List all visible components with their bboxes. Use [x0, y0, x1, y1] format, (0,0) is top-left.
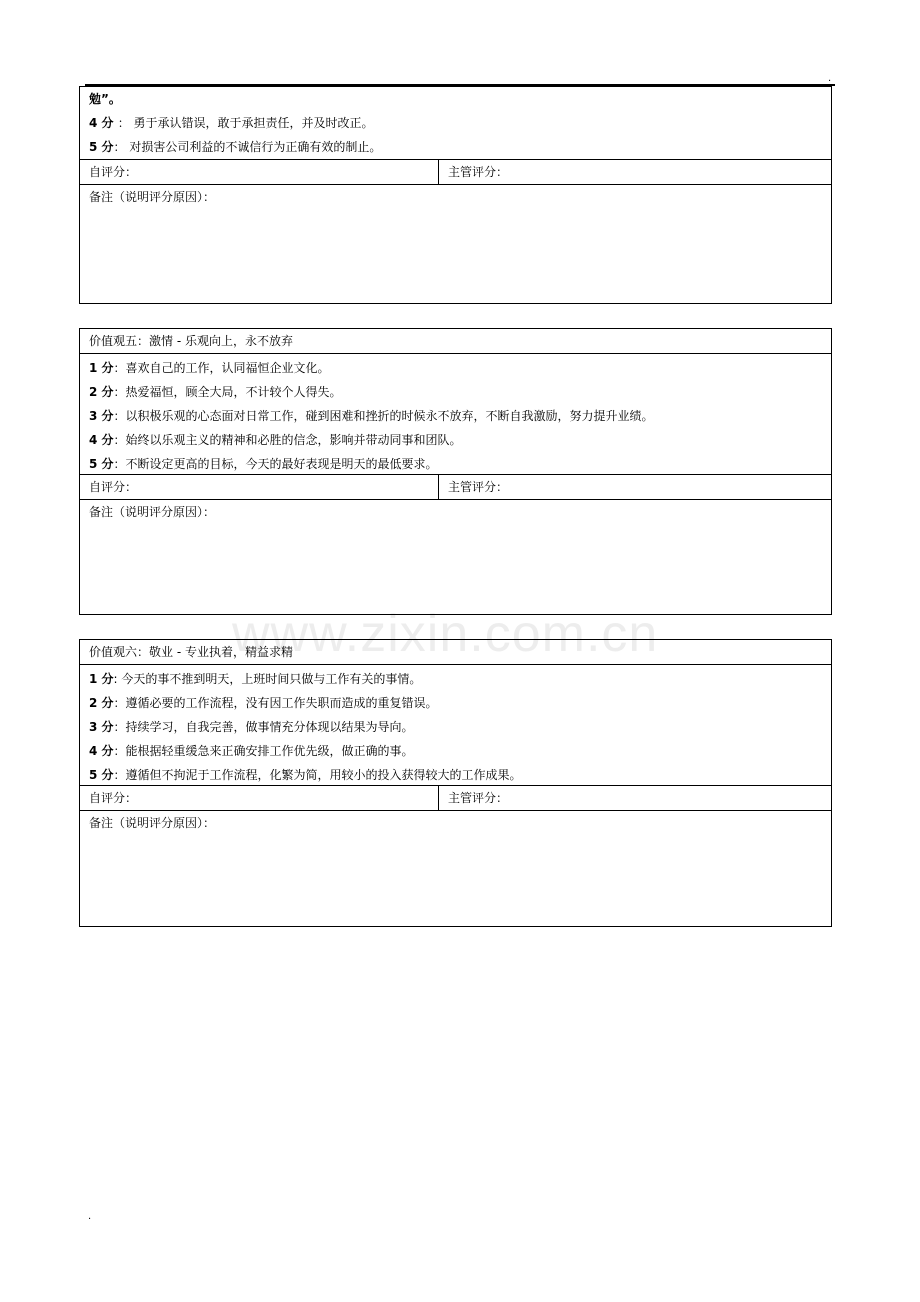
criteria-line: 4 分：能根据轻重缓急来正确安排工作优先级，做正确的事。: [89, 744, 414, 758]
criteria-line: 5 分：不断设定更高的目标，今天的最好表现是明天的最低要求。: [89, 457, 438, 471]
remarks-field[interactable]: [80, 500, 831, 614]
criteria-list: [80, 354, 831, 475]
criteria-line: 3 分：持续学习，自我完善，做事情充分体现以结果为导向。: [89, 720, 414, 734]
remarks-label: 备注（说明评分原因）：: [89, 190, 216, 204]
score-row: [80, 160, 831, 185]
criteria-line: 2 分：遵循必要的工作流程，没有因工作失职而造成的重复错误。: [89, 696, 438, 710]
self-score-field[interactable]: 自评分：: [80, 475, 439, 499]
remarks-field[interactable]: [80, 185, 831, 303]
watermark: www.zixin.com.cn: [232, 605, 659, 663]
self-score-field[interactable]: 自评分：: [80, 160, 439, 184]
criteria-line: 5 分： 对损害公司利益的不诚信行为正确有效的制止。: [89, 140, 382, 154]
criteria-line: 1 分：喜欢自己的工作，认同福恒企业文化。: [89, 361, 330, 375]
criteria-list: [80, 665, 831, 786]
score-row: [80, 786, 831, 811]
value-header: 价值观六：敬业 - 专业执着，精益求精: [80, 640, 831, 665]
value-block-dedication: [79, 639, 832, 927]
criteria-line: 4 分 ： 勇于承认错误，敢于承担责任，并及时改正。: [89, 116, 374, 130]
manager-score-field[interactable]: 主管评分：: [448, 791, 509, 805]
score-row: [80, 475, 831, 500]
remarks-label: 备注（说明评分原因）：: [89, 505, 216, 519]
criteria-line: 2 分：热爱福恒，顾全大局，不计较个人得失。: [89, 385, 342, 399]
criteria-line: 3 分：以积极乐观的心态面对日常工作，碰到困难和挫折的时候永不放弃，不断自我激励，努力提升业绩。: [89, 409, 654, 423]
value-header: 价值观五：激情 - 乐观向上，永不放弃: [80, 329, 831, 354]
criteria-line: 勉”。: [89, 92, 121, 106]
manager-score-field[interactable]: 主管评分：: [448, 165, 509, 179]
value-block-passion: [79, 328, 832, 615]
self-score-field[interactable]: 自评分：: [80, 786, 439, 810]
page-mark-bottom-left: .: [88, 1211, 92, 1222]
page-mark-top-right: .: [828, 73, 832, 84]
criteria-line: 4 分：始终以乐观主义的精神和必胜的信念，影响并带动同事和团队。: [89, 433, 462, 447]
value-block-continued: [79, 86, 832, 304]
criteria-line: 1 分: 今天的事不推到明天，上班时间只做与工作有关的事情。: [89, 672, 422, 686]
remarks-field[interactable]: [80, 811, 831, 926]
manager-score-field[interactable]: 主管评分：: [448, 480, 509, 494]
remarks-label: 备注（说明评分原因）：: [89, 816, 216, 830]
criteria-line: 5 分：遵循但不拘泥于工作流程，化繁为简，用较小的投入获得较大的工作成果。: [89, 768, 522, 782]
criteria-list: [80, 87, 831, 160]
